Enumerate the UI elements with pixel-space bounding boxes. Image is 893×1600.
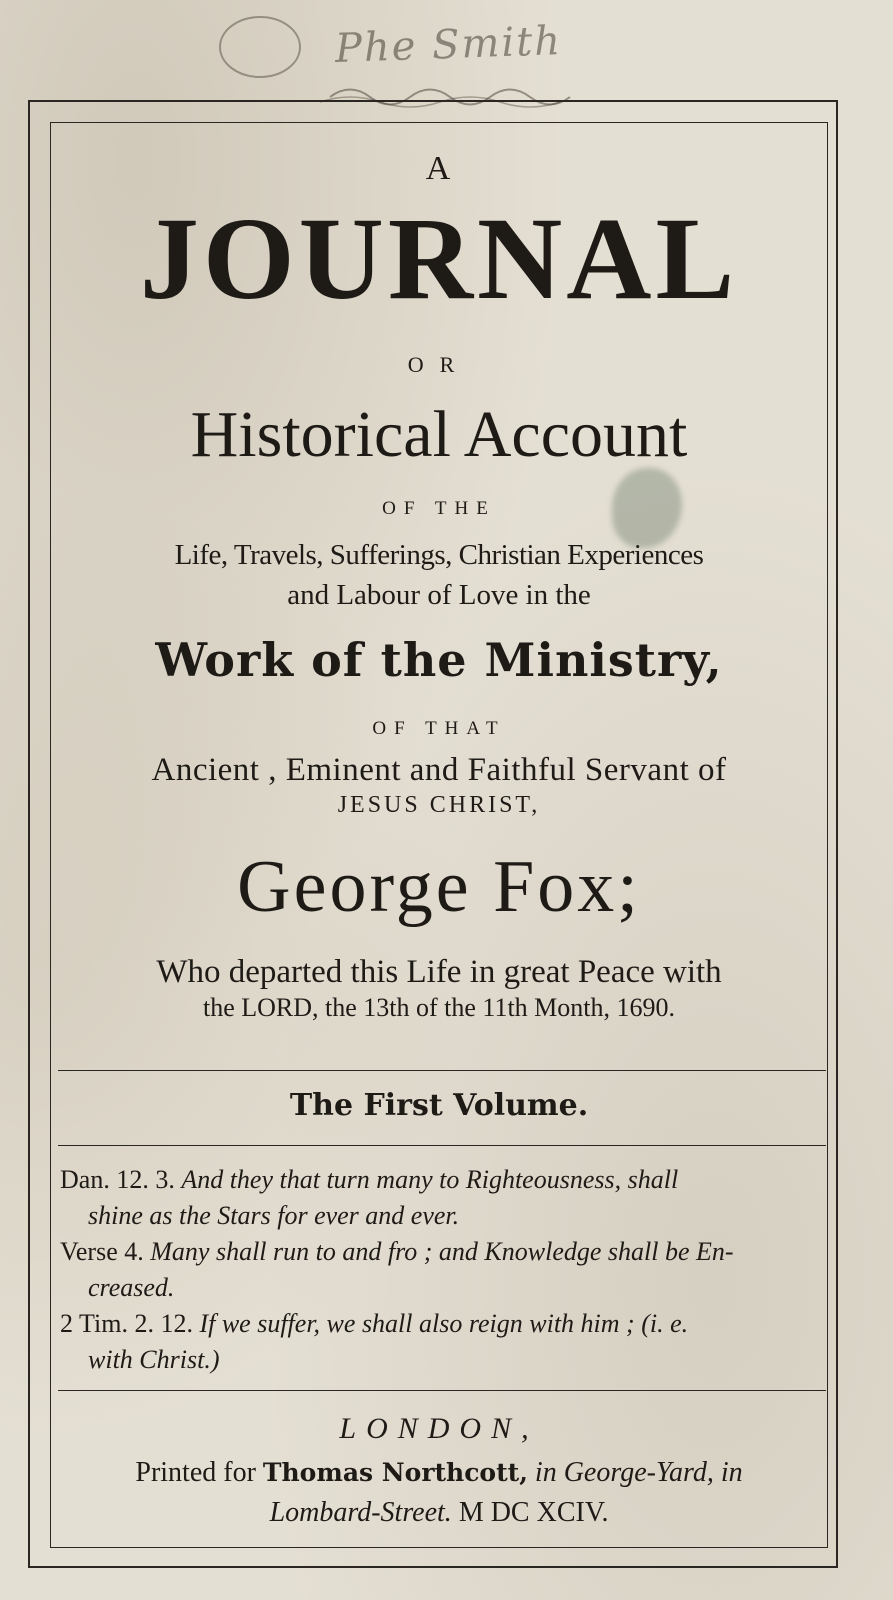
imprint-place1: in George-Yard, in	[534, 1457, 743, 1488]
title-sub: Historical Account	[190, 398, 688, 471]
verse-item	[60, 1234, 830, 1306]
divider-rule	[58, 1390, 826, 1391]
verse-reference: Verse 4.	[60, 1237, 144, 1266]
imprint-printer: Thomas Northcott,	[262, 1458, 528, 1487]
title-work: Work of the Ministry,	[155, 633, 723, 687]
title-of-that: OF THAT	[372, 718, 506, 739]
title-line2: and Labour of Love in the	[287, 579, 591, 611]
verse-item	[60, 1162, 830, 1234]
title-or: OR	[407, 352, 471, 377]
verse-reference: Dan. 12. 3.	[60, 1165, 175, 1194]
imprint-year: M DC XCIV.	[458, 1497, 609, 1528]
epigraph-verses	[60, 1162, 830, 1378]
divider-rule	[58, 1070, 826, 1071]
verse-text: If we suffer, we shall also reign with him ; (i. e.	[199, 1309, 689, 1338]
verse-continuation: creased.	[88, 1273, 175, 1302]
title-line1: Life, Travels, Sufferings, Christian Experiences	[174, 539, 704, 571]
verse-text: Many shall run to and fro ; and Knowledge shall be En-	[150, 1237, 734, 1266]
divider-rule	[58, 1145, 826, 1146]
title-line3: Ancient , Eminent and Faithful Servant of	[151, 752, 727, 788]
signature-text: Phe Smith	[334, 18, 563, 72]
imprint-printed-for: Printed for	[135, 1457, 256, 1488]
imprint-line1	[50, 1455, 828, 1491]
title-of-the: OF THE	[382, 498, 496, 519]
verse-continuation: shine as the Stars for ever and ever.	[88, 1201, 460, 1230]
owner-signature	[200, 2, 620, 112]
title-main: JOURNAL	[139, 193, 739, 324]
imprint-place2: Lombard-Street.	[269, 1497, 452, 1528]
imprint-city: LONDON,	[339, 1412, 539, 1445]
volume-label: The First Volume.	[289, 1088, 589, 1123]
departed-line1: Who departed this Life in great Peace with	[156, 954, 722, 990]
title-article: A	[425, 150, 453, 187]
verse-item	[60, 1306, 830, 1378]
verse-continuation: with Christ.)	[88, 1345, 220, 1374]
author-name: George Fox;	[237, 846, 641, 928]
imprint-line2	[50, 1495, 828, 1531]
verse-reference: 2 Tim. 2. 12.	[60, 1309, 193, 1338]
departed-line2: the LORD, the 13th of the 11th Month, 1690.	[202, 993, 676, 1022]
title-jesus: JESUS CHRIST,	[337, 792, 541, 818]
verse-text: And they that turn many to Righteousness, shall	[181, 1165, 679, 1194]
